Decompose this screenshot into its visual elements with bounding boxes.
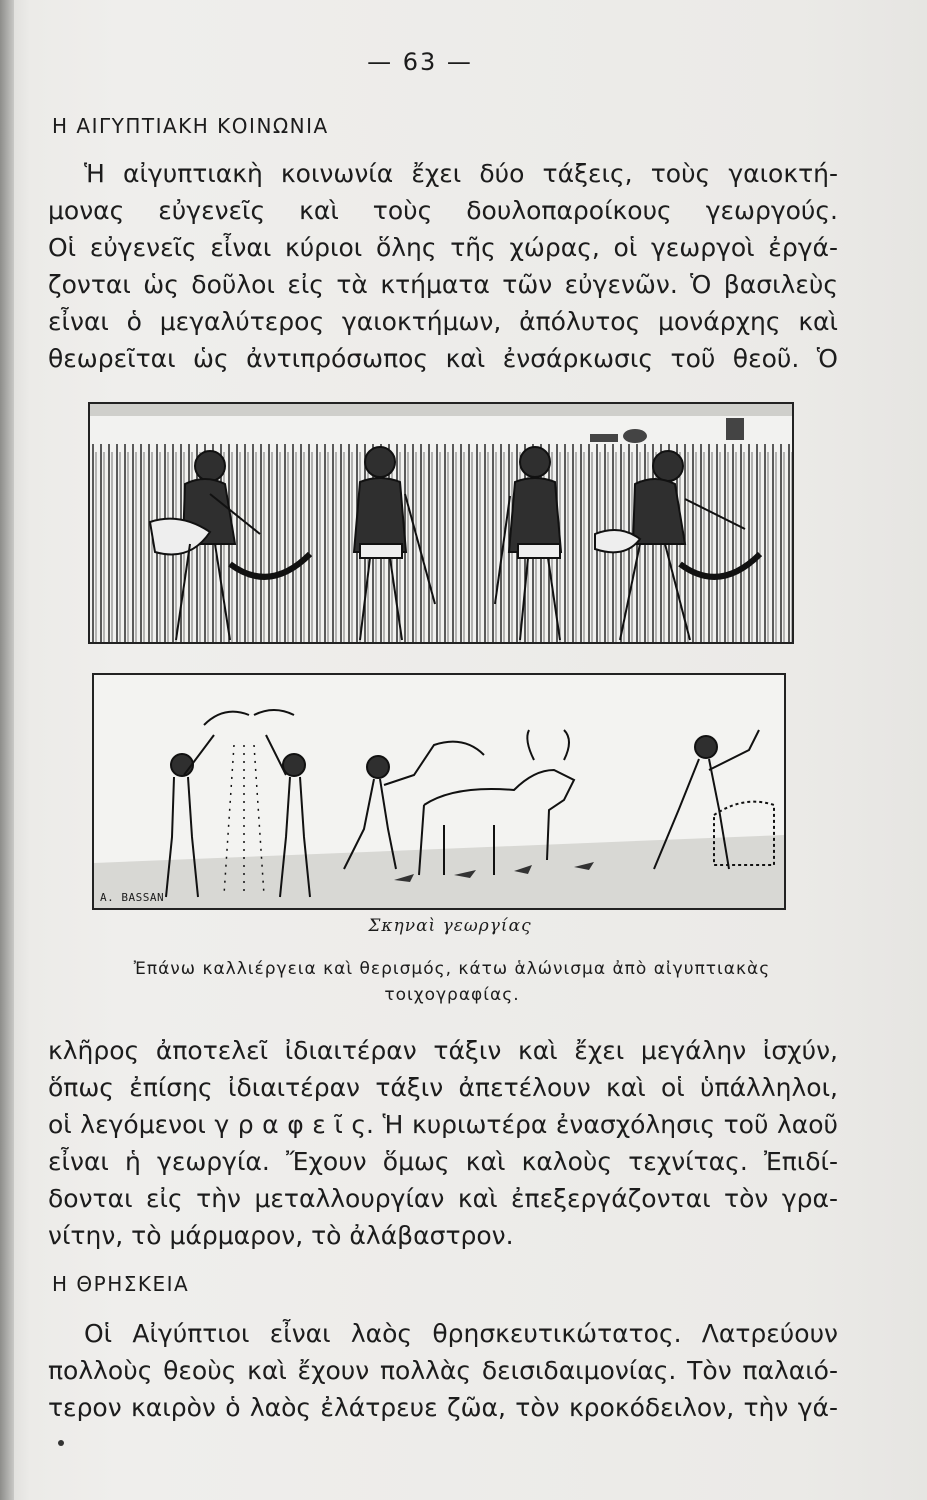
text-line: νίτην, τὸ μάρμαρον, τὸ ἀλάβαστρον.	[48, 1221, 514, 1250]
text-line: Οἱ εὐγενεῖς εἶναι κύριοι ὅλης τῆς χώρας, οἱ γεωργοὶ ἐργά-	[48, 233, 838, 262]
text-line: εἶναι ὁ μεγαλύτερος γαιοκτήμων, ἀπόλυτος μονάρχης καὶ	[48, 307, 838, 336]
text-line: κλῆρος ἀποτελεῖ ἰδιαιτέραν τάξιν καὶ ἔχει μεγάλην ἰσχύν,	[48, 1036, 838, 1065]
text-line: ζονται ὡς δοῦλοι εἰς τὰ κτήματα τῶν εὐγενῶν. Ὁ βασιλεὺς	[48, 270, 838, 299]
text-line: οἱ λεγόμενοι γ ρ α φ ε ῖ ς. Ἡ κυριωτέρα ἐνασχόλησις τοῦ λαοῦ	[48, 1110, 838, 1139]
paragraph-religion	[48, 1315, 838, 1426]
text-line: τερον καιρὸν ὁ λαὸς ἐλάτρευε ζῶα, τὸν κροκόδειλον, τὴν γά-	[48, 1393, 838, 1422]
text-line: θεωρεῖται ὡς ἀντιπρόσωπος καὶ ἐνσάρκωσις τοῦ θεοῦ. Ὁ	[48, 344, 838, 373]
page-number: — 63 —	[367, 48, 473, 76]
text-line: Ἡ αἰγυπτιακὴ κοινωνία ἔχει δύο τάξεις, τοὺς γαιοκτή-	[84, 159, 838, 188]
paragraph-egyptian-society	[48, 155, 838, 377]
text-line: Οἱ Αἰγύπτιοι εἶναι λαὸς θρησκευτικώτατος. Λατρεύουν	[84, 1319, 838, 1348]
text-line: μονας εὐγενεῖς καὶ τοὺς δουλοπαροίκους γεωργούς.	[48, 196, 838, 225]
text-line: δονται εἰς τὴν μεταλλουργίαν καὶ ἐπεξεργάζονται τὸν γρα-	[48, 1184, 838, 1213]
caption-line: τοιχογραφίας.	[384, 985, 520, 1005]
section-heading-religion: Η ΘΡΗΣΚΕΙΑ	[52, 1272, 190, 1296]
section-heading-egyptian-society: Η ΑΙΓΥΠΤΙΑΚΗ ΚΟΙΝΩΝΙΑ	[52, 114, 329, 138]
figure-caption-title: Σκηναὶ γεωργίας	[368, 916, 532, 936]
text-line: πολλοὺς θεοὺς καὶ ἔχουν πολλὰς δεισιδαιμονίας. Τὸν παλαιό-	[48, 1356, 838, 1385]
figure-caption-text	[62, 956, 842, 1008]
threshing-illustration	[92, 673, 786, 910]
page-mark	[58, 1440, 64, 1446]
text-line: εἶναι ἡ γεωργία. Ἔχουν ὅμως καὶ καλοὺς τεχνίτας. Ἐπιδί-	[48, 1147, 838, 1176]
paragraph-society-continued	[48, 1032, 838, 1254]
harvest-illustration	[88, 402, 794, 644]
page-binding-shadow	[0, 0, 14, 1500]
artist-signature: A. BASSAN	[100, 891, 165, 904]
text-line: ὅπως ἐπίσης ἰδιαιτέραν τάξιν ἀπετέλουν καὶ οἱ ὑπάλληλοι,	[48, 1073, 838, 1102]
caption-line: Ἐπάνω καλλιέργεια καὶ θερισμός, κάτω ἁλώνισμα ἀπὸ αἰγυπτιακὰς	[133, 959, 771, 979]
